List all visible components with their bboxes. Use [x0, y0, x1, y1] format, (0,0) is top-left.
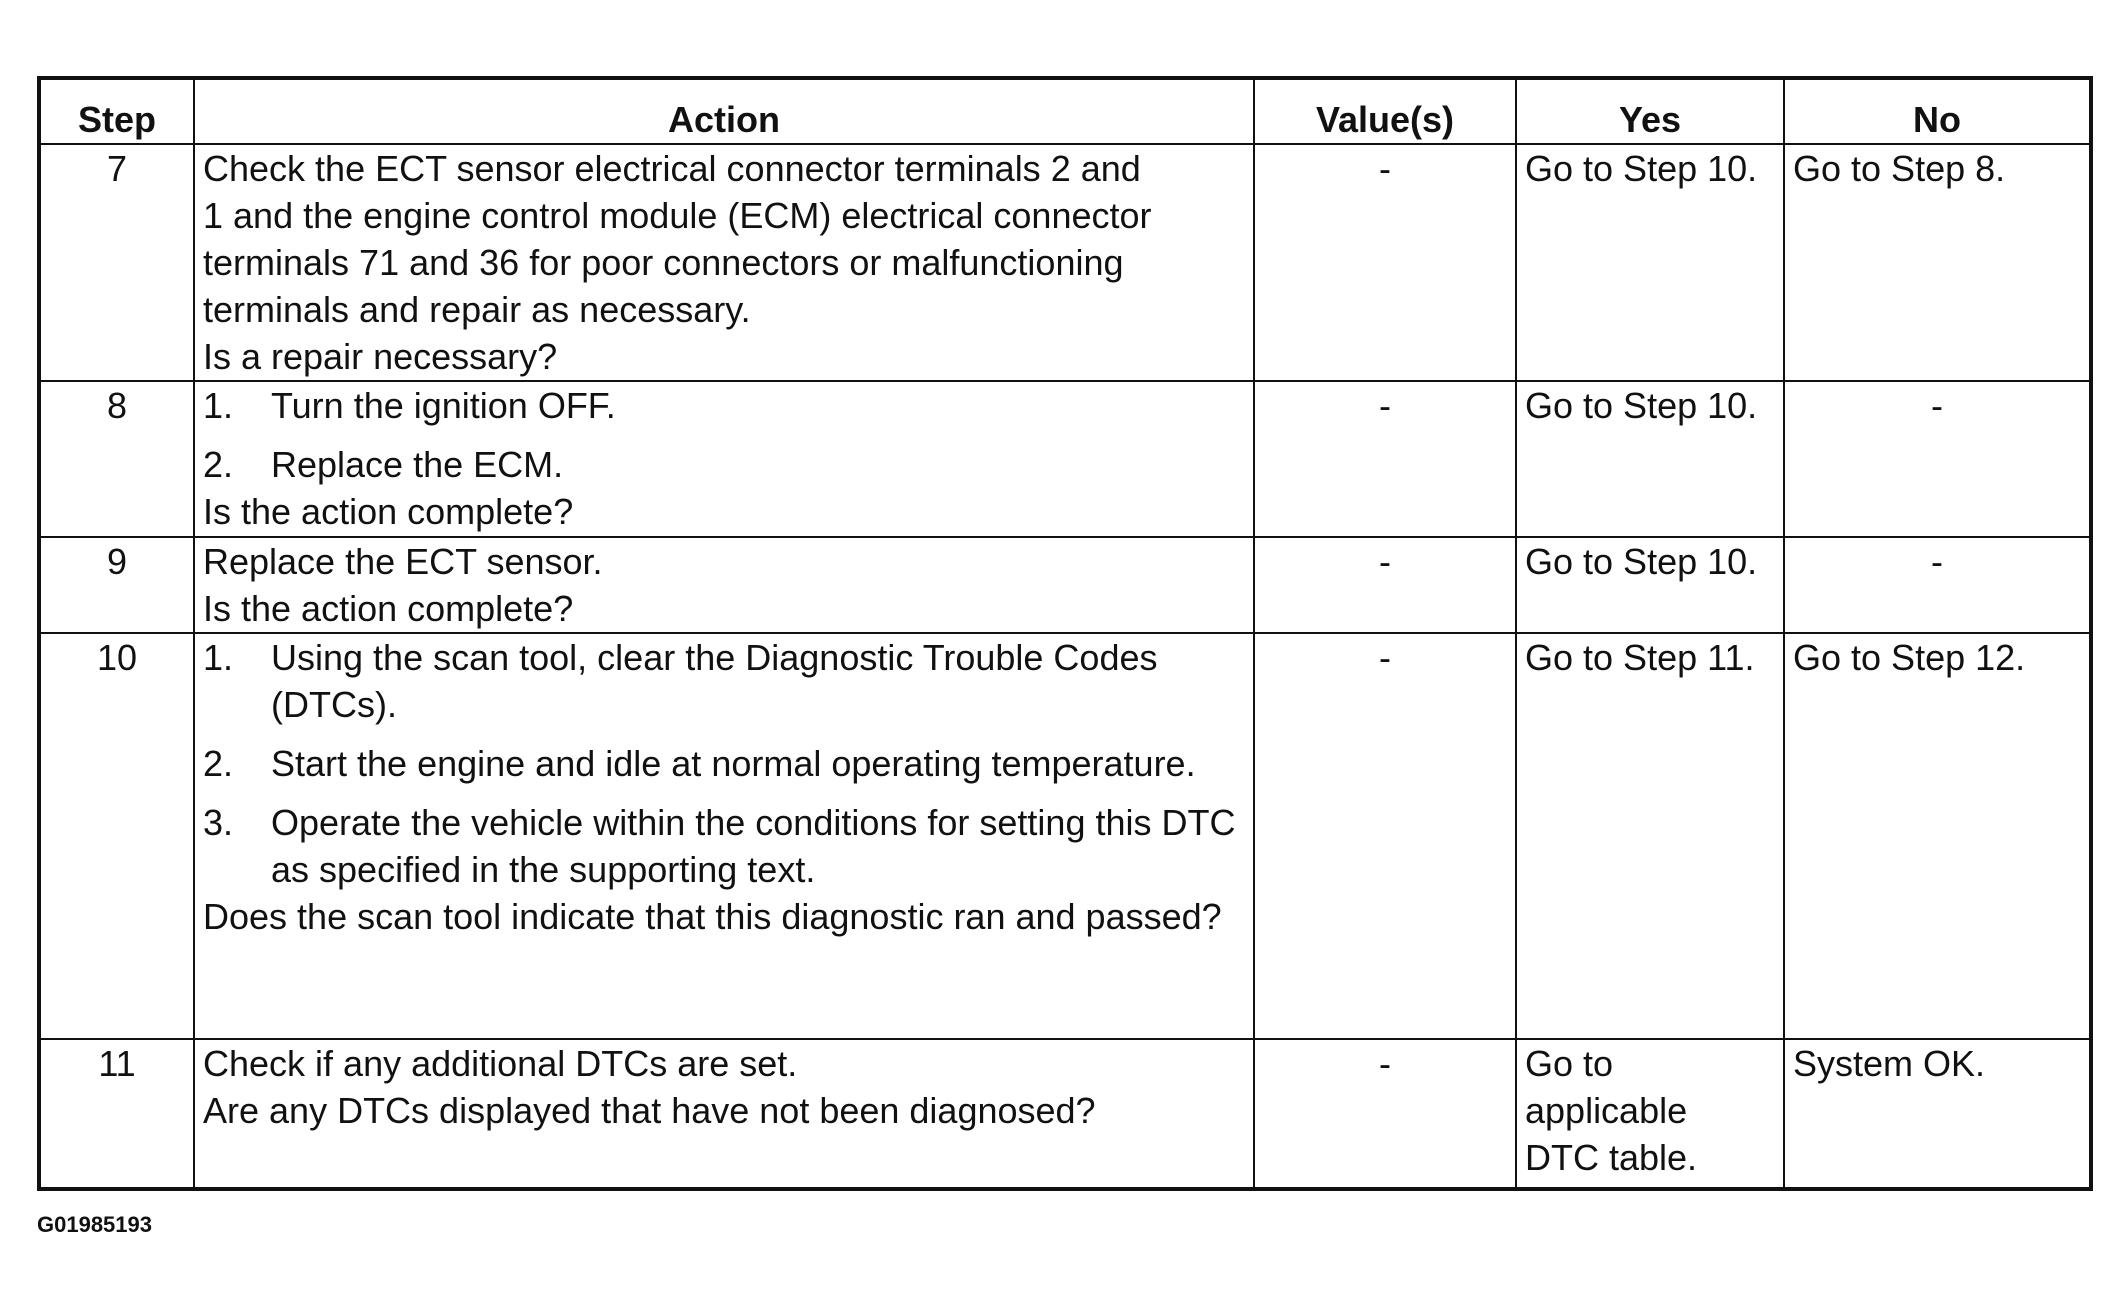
action-step — [203, 799, 1245, 893]
table-row — [39, 381, 2091, 537]
no-cell: Go to Step 8. — [1784, 144, 2091, 381]
yes-text: Go to — [1525, 1043, 1614, 1084]
value-cell: - — [1254, 633, 1516, 1039]
step-number: 10 — [39, 633, 194, 1039]
step-text: Replace the ECM. — [271, 444, 564, 485]
header-action: Action — [194, 78, 1254, 144]
value-cell: - — [1254, 1039, 1516, 1189]
action-text: Check if any additional DTCs are set. — [203, 1043, 798, 1084]
no-cell: System OK. — [1784, 1039, 2091, 1189]
step-index: 1. — [203, 637, 234, 678]
table-row — [39, 537, 2091, 633]
action-question: Is the action complete? — [203, 588, 574, 629]
yes-cell: Go to Step 11. — [1516, 633, 1784, 1039]
header-values: Value(s) — [1254, 78, 1516, 144]
action-question: Is the action complete? — [203, 491, 574, 532]
no-cell: Go to Step 12. — [1784, 633, 2091, 1039]
yes-cell — [1516, 1039, 1784, 1189]
figure-id: G01985193 — [37, 1212, 152, 1237]
action-text: terminals 71 and 36 for poor connectors or malfunctioning — [203, 242, 1124, 283]
step-text: Using the scan tool, clear the Diagnostic Trouble Codes (DTCs). — [271, 637, 1158, 725]
action-cell — [194, 1039, 1254, 1189]
action-cell — [194, 144, 1254, 381]
value-cell: - — [1254, 144, 1516, 381]
yes-cell: Go to Step 10. — [1516, 381, 1784, 537]
value-cell: - — [1254, 381, 1516, 537]
action-cell — [194, 633, 1254, 1039]
action-steps-list — [203, 382, 1245, 488]
step-text: Turn the ignition OFF. — [271, 385, 616, 426]
action-text: Check the ECT sensor electrical connector terminals 2 and — [203, 148, 1141, 189]
yes-text: DTC table. — [1525, 1137, 1698, 1178]
yes-cell: Go to Step 10. — [1516, 144, 1784, 381]
action-question: Are any DTCs displayed that have not been diagnosed? — [203, 1090, 1096, 1131]
header-step: Step — [39, 78, 194, 144]
table-row — [39, 1039, 2091, 1189]
step-index: 3. — [203, 802, 234, 843]
no-cell: - — [1784, 537, 2091, 633]
action-cell — [194, 381, 1254, 537]
no-cell: - — [1784, 381, 2091, 537]
diagnostic-table — [37, 76, 2093, 1191]
header-row — [39, 78, 2091, 144]
action-step — [203, 740, 1245, 787]
action-text: terminals and repair as necessary. — [203, 289, 751, 330]
step-number: 7 — [39, 144, 194, 381]
step-index: 2. — [203, 444, 234, 485]
action-question: Is a repair necessary? — [203, 336, 558, 377]
step-text: Operate the vehicle within the conditions for setting this DTC as specified in the supporting text. — [271, 802, 1236, 890]
action-step — [203, 634, 1245, 728]
step-number: 9 — [39, 537, 194, 633]
value-cell: - — [1254, 537, 1516, 633]
header-yes: Yes — [1516, 78, 1784, 144]
table-row — [39, 633, 2091, 1039]
action-step — [203, 382, 1245, 429]
yes-cell: Go to Step 10. — [1516, 537, 1784, 633]
step-text: Start the engine and idle at normal operating temperature. — [271, 743, 1196, 784]
step-number: 8 — [39, 381, 194, 537]
table-row — [39, 144, 2091, 381]
step-index: 1. — [203, 385, 234, 426]
step-number: 11 — [39, 1039, 194, 1189]
action-steps-list — [203, 634, 1245, 893]
action-question: Does the scan tool indicate that this diagnostic ran and passed? — [203, 896, 1222, 937]
action-text: Replace the ECT sensor. — [203, 541, 603, 582]
action-text: 1 and the engine control module (ECM) electrical connector — [203, 195, 1152, 236]
header-no: No — [1784, 78, 2091, 144]
action-cell — [194, 537, 1254, 633]
yes-text: applicable — [1525, 1090, 1688, 1131]
step-index: 2. — [203, 743, 234, 784]
action-step — [203, 441, 1245, 488]
